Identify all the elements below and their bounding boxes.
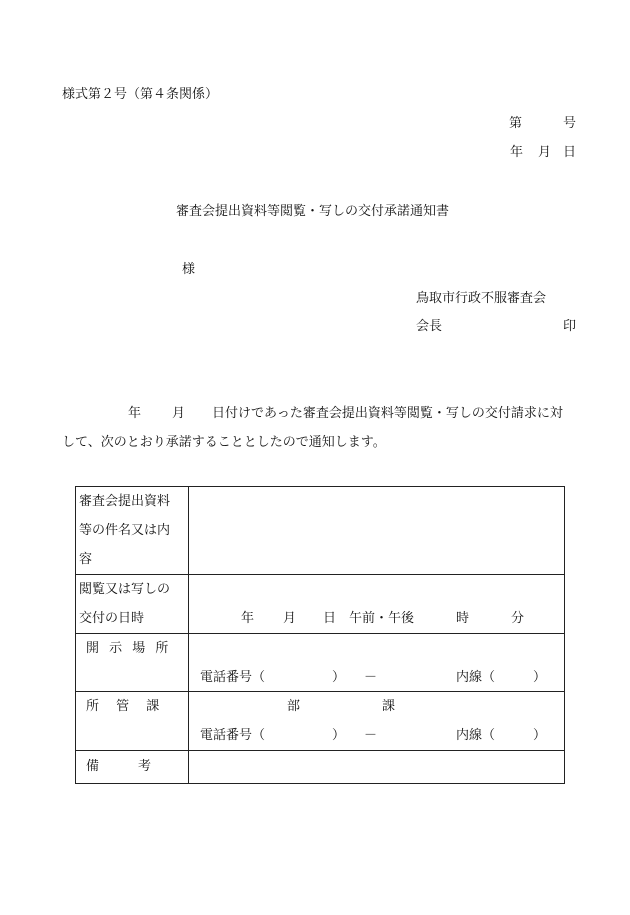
addressee-suffix: 様 xyxy=(182,262,196,277)
dept-ext-label: 内線（ xyxy=(456,728,496,743)
doc-no-prefix: 第 xyxy=(509,116,523,131)
body-line2: して、次のとおり承諾することとしたので通知します。 xyxy=(62,435,386,450)
place-ext-label: 内線（ xyxy=(456,670,496,685)
dept-phone-dash: － xyxy=(364,728,378,743)
place-phone-label: 電話番号（ xyxy=(200,670,266,685)
dept-phone-label: 電話番号（ xyxy=(200,728,266,743)
table-row-subject xyxy=(76,487,565,575)
datetime-value-cell xyxy=(189,575,565,634)
detail-table xyxy=(75,486,565,784)
table-row-place xyxy=(76,634,565,692)
date-year: 年 xyxy=(510,145,524,160)
dt-minute: 分 xyxy=(511,611,525,626)
dept-ka: 課 xyxy=(382,699,396,714)
dept-label: 所 管 課 xyxy=(86,699,160,714)
place-phone-close: ） xyxy=(332,670,346,685)
label-cell xyxy=(76,751,189,784)
sender-role: 会長 xyxy=(416,319,443,334)
place-phone-dash: － xyxy=(364,670,378,685)
remarks-value-cell xyxy=(189,751,565,784)
sender-org: 鳥取市行政不服審査会 xyxy=(416,291,547,306)
date-month: 月 xyxy=(538,145,552,160)
table-row-datetime xyxy=(76,575,565,634)
label-cell xyxy=(76,575,189,634)
dt-month: 月 xyxy=(283,611,297,626)
sender-seal: 印 xyxy=(563,319,577,334)
body-line1: 日付けであった審査会提出資料等閲覧・写しの交付請求に対 xyxy=(212,406,563,421)
date-day: 日 xyxy=(563,145,577,160)
place-value-cell xyxy=(189,634,565,692)
datetime-label-line2: 交付の日時 xyxy=(79,611,145,626)
dt-hour: 時 xyxy=(456,611,470,626)
place-label: 開 示 場 所 xyxy=(86,641,172,656)
document-title: 審査会提出資料等閲覧・写しの交付承諾通知書 xyxy=(176,204,450,219)
form-number: 様式第２号（第４条関係） xyxy=(62,87,219,102)
dept-bu: 部 xyxy=(287,699,301,714)
datetime-label-line1: 閲覧又は写しの xyxy=(79,582,171,597)
doc-no-suffix: 号 xyxy=(563,116,577,131)
label-cell xyxy=(76,634,189,692)
dept-ext-close: ） xyxy=(533,728,547,743)
label-cell xyxy=(76,692,189,751)
body-month: 月 xyxy=(172,406,186,421)
dt-year: 年 xyxy=(241,611,255,626)
dt-ampm: 午前・午後 xyxy=(349,611,415,626)
body-year: 年 xyxy=(128,406,142,421)
place-ext-close: ） xyxy=(533,670,547,685)
label-cell xyxy=(76,487,189,575)
remarks-label: 備 考 xyxy=(86,759,152,774)
dept-phone-close: ） xyxy=(332,728,346,743)
table-row-dept xyxy=(76,692,565,751)
subject-label-line3: 容 xyxy=(79,552,93,567)
dt-day: 日 xyxy=(323,611,337,626)
subject-label-line1: 審査会提出資料 xyxy=(79,494,171,509)
table-row-remarks xyxy=(76,751,565,784)
dept-value-cell xyxy=(189,692,565,751)
subject-label-line2: 等の件名又は内 xyxy=(79,523,171,538)
subject-value-cell xyxy=(189,487,565,575)
